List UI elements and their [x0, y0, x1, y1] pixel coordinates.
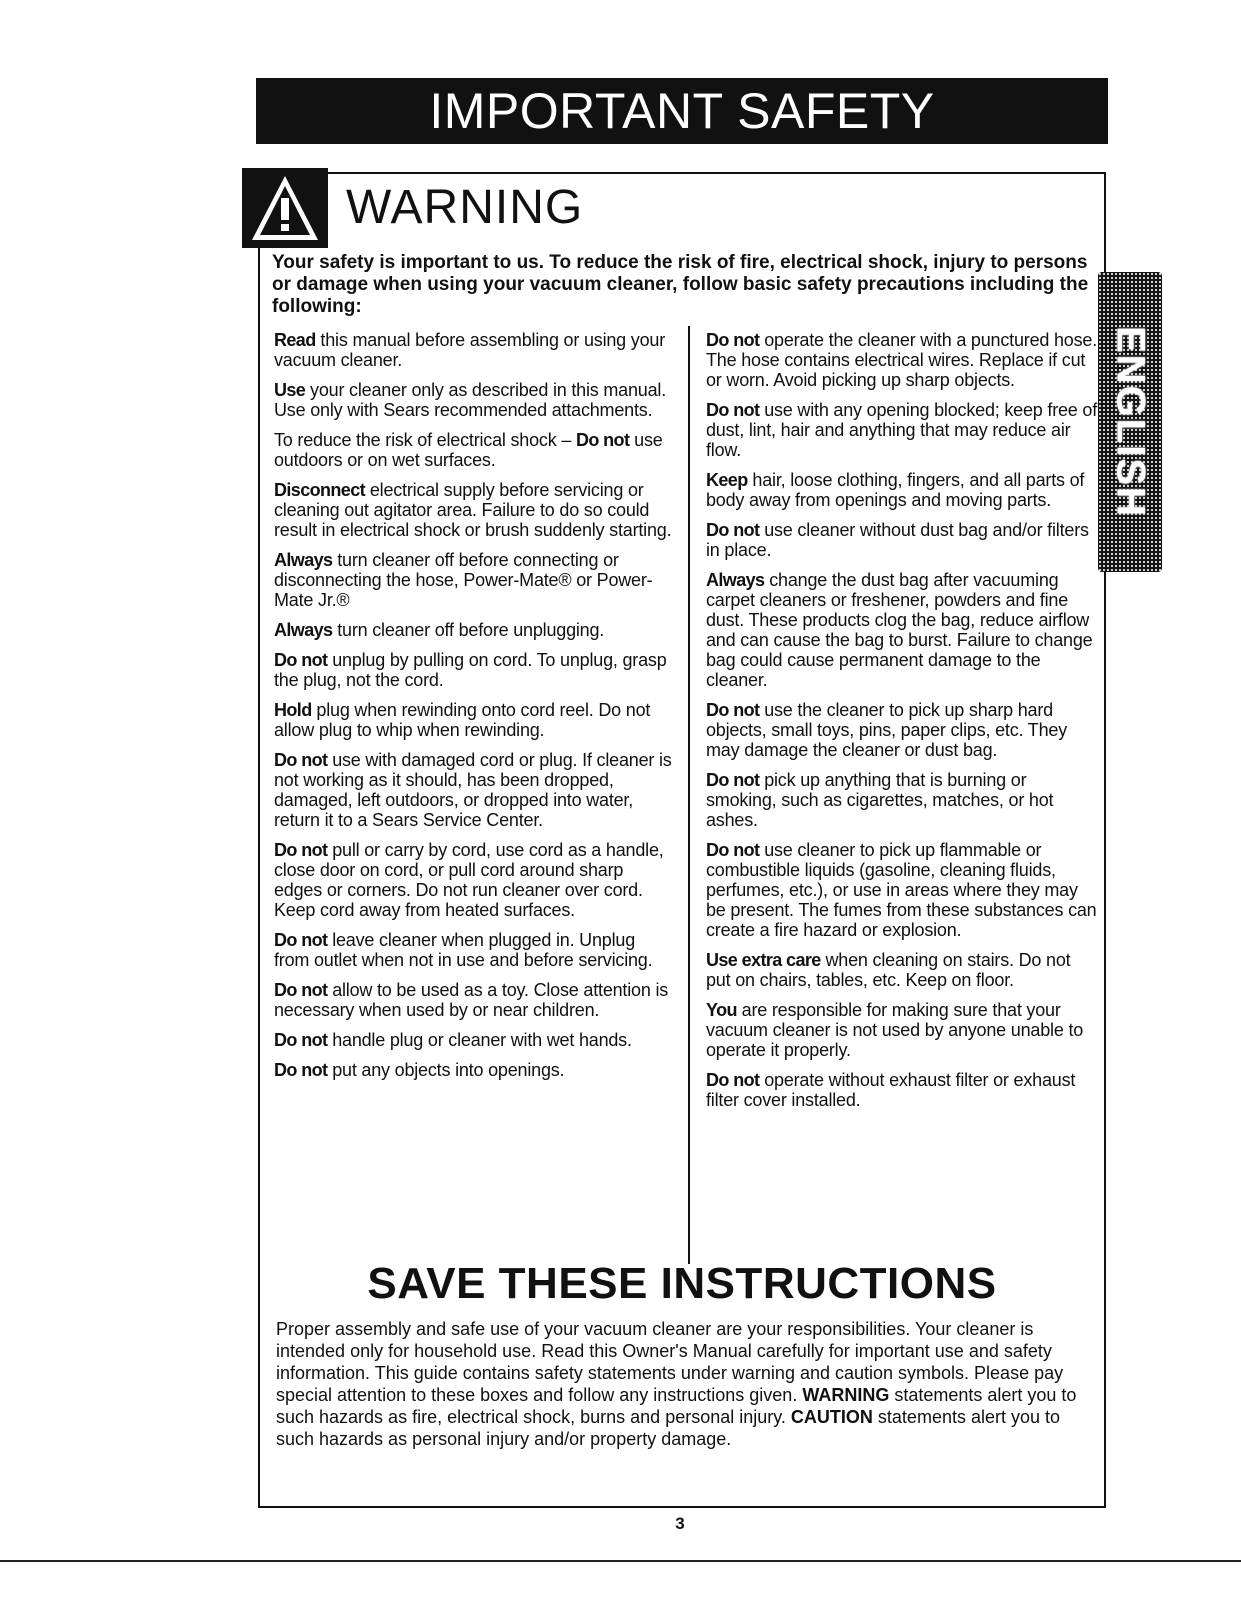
- warning-heading: WARNING: [346, 181, 584, 234]
- instruction-item: Do not handle plug or cleaner with wet hands.: [274, 1030, 632, 1050]
- instruction-item: Use your cleaner only as described in this manual. Use only with Sears recommended attachments.: [274, 380, 667, 420]
- instruction-item: Use extra care when cleaning on stairs. Do not put on chairs, tables, etc. Keep on floor.: [706, 950, 1071, 990]
- warning-intro: Your safety is important to us. To reduce the risk of fire, electrical shock, injury to persons or damage when using your vacuum cleaner, follow basic safety precautions including the following:: [272, 252, 1089, 317]
- instruction-item: Do not pick up anything that is burning or smoking, such as cigarettes, matches, or hot ashes.: [706, 770, 1054, 830]
- instruction-item: Do not use with any opening blocked; keep free of dust, lint, hair and anything that may reduce air flow.: [706, 400, 1098, 460]
- left-instructions-column: [274, 330, 674, 1090]
- language-tab-label: ENGLISH: [1108, 326, 1153, 518]
- instruction-item: Do not operate without exhaust filter or exhaust filter cover installed.: [706, 1070, 1076, 1110]
- save-instructions-heading: SAVE THESE INSTRUCTIONS: [367, 1259, 997, 1308]
- page-number: 3: [675, 1514, 685, 1533]
- instruction-item: Read this manual before assembling or using your vacuum cleaner.: [274, 330, 666, 370]
- instruction-item: Do not use cleaner without dust bag and/or filters in place.: [706, 520, 1089, 560]
- instruction-item: Do not pull or carry by cord, use cord as a handle, close door on cord, or pull cord around sharp edges or corners. Do not run cleaner over cord. Keep cord away from heated surfaces.: [274, 840, 664, 920]
- instruction-item: Always turn cleaner off before connecting or disconnecting the hose, Power-Mate® or Power-Mate Jr.®: [274, 550, 653, 610]
- instruction-item: Disconnect electrical supply before servicing or cleaning out agitator area. Failure to do so could result in electrical shock or brush suddenly starting.: [274, 480, 672, 540]
- instruction-item: Hold plug when rewinding onto cord reel. Do not allow plug to whip when rewinding.: [274, 700, 651, 740]
- column-divider: [688, 326, 690, 1264]
- closing-paragraph: Proper assembly and safe use of your vacuum cleaner are your responsibilities. Your cleaner is intended only for household use. Read this Owner's Manual carefully for important use and safety information. This guide contains safety statements under warning and caution symbols. Please pay special attention to these boxes and follow any instructions given. WARNING statements alert you to such hazards as fire, electrical shock, burns and personal injury. CAUTION statements alert you to such hazards as personal injury and/or property damage.: [276, 1319, 1077, 1449]
- instruction-item: Do not put any objects into openings.: [274, 1060, 565, 1080]
- instruction-item: Always change the dust bag after vacuuming carpet cleaners or freshener, powders and fine dust. These products clog the bag, reduce airflow and can cause the bag to burst. Failure to change bag could cause permanent damage to the cleaner.: [706, 570, 1093, 690]
- instruction-item: Do not unplug by pulling on cord. To unplug, grasp the plug, not the cord.: [274, 650, 667, 690]
- instruction-item: Do not use with damaged cord or plug. If cleaner is not working as it should, has been dropped, damaged, left outdoors, or dropped into water, return it to a Sears Service Center.: [274, 750, 672, 830]
- instruction-item: Do not use the cleaner to pick up sharp hard objects, small toys, pins, paper clips, etc. They may damage the cleaner or dust bag.: [706, 700, 1068, 760]
- language-tab-english: [1098, 272, 1162, 572]
- instruction-item: Do not use cleaner to pick up flammable or combustible liquids (gasoline, cleaning fluids, perfumes, etc.), or use in areas where they may be present. The fumes from these substances can create a fire hazard or explosion.: [706, 840, 1097, 940]
- instruction-item: Do not allow to be used as a toy. Close attention is necessary when used by or near children.: [274, 980, 669, 1020]
- instruction-item: Do not operate the cleaner with a punctured hose. The hose contains electrical wires. Replace if cut or worn. Avoid picking up sharp objects.: [706, 330, 1098, 390]
- page-title: IMPORTANT SAFETY INSTRUCTIONS: [256, 78, 1108, 144]
- instruction-item: You are responsible for making sure that your vacuum cleaner is not used by anyone unable to operate it properly.: [706, 1000, 1084, 1060]
- scan-edge-rule: [0, 1560, 1241, 1562]
- instruction-item: Do not leave cleaner when plugged in. Unplug from outlet when not in use and before servicing.: [274, 930, 653, 970]
- warning-triangle-icon: [242, 168, 328, 248]
- instruction-item: To reduce the risk of electrical shock – Do not use outdoors or on wet surfaces.: [274, 430, 663, 470]
- instruction-item: Always turn cleaner off before unplugging.: [274, 620, 605, 640]
- instruction-item: Keep hair, loose clothing, fingers, and all parts of body away from openings and moving parts.: [706, 470, 1085, 510]
- right-instructions-column: [706, 330, 1098, 1120]
